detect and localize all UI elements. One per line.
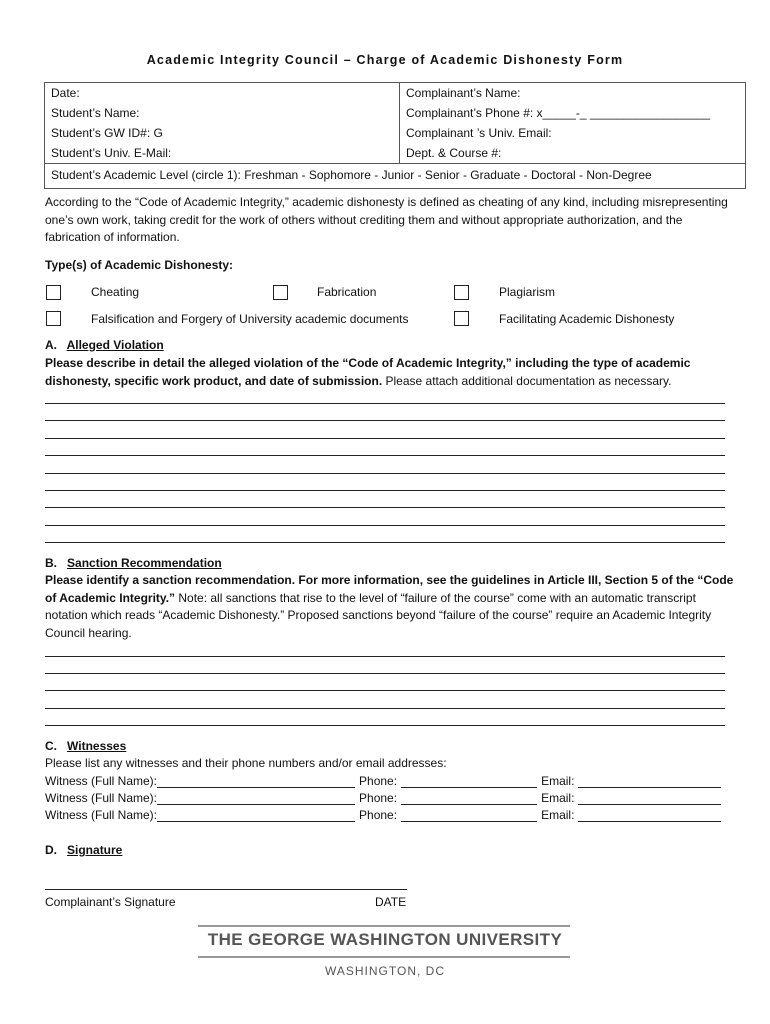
witness-row <box>45 774 721 788</box>
student-name-field[interactable]: Student’s Name: <box>51 106 140 120</box>
logo-bottom-rule <box>198 956 570 958</box>
dept-course-field[interactable]: Dept. & Course #: <box>399 143 745 163</box>
complainant-phone-field[interactable]: Complainant’s Phone #: x_____-_ __________________ <box>399 103 745 123</box>
section-a-normal-text: Please attach additional documentation as necessary. <box>382 373 672 388</box>
witness-email-label: Email: <box>541 774 575 788</box>
university-logo: THE GEORGE WASHINGTON UNIVERSITY <box>207 930 563 949</box>
violation-line[interactable] <box>45 473 725 474</box>
info-row-student-name <box>45 103 745 123</box>
witness-name-label: Witness (Full Name): <box>45 808 158 822</box>
witness-email-input[interactable] <box>578 791 721 805</box>
section-b-bold-text: Please identify a sanction recommendation. For more information, see the guidelines in Article III, Section 5 of the “Code of Academic Integrity.” <box>45 573 734 605</box>
cheating-label: Cheating <box>91 285 140 299</box>
form-title: Academic Integrity Council – Charge of Academic Dishonesty Form <box>146 53 624 67</box>
date-label: DATE <box>375 895 407 909</box>
section-a-letter: A. <box>45 338 57 352</box>
plagiarism-checkbox[interactable] <box>454 285 469 300</box>
violation-line[interactable] <box>45 490 725 491</box>
section-b-normal-text: Note: all sanctions that rise to the level of “failure of the course” come with an automatic transcript notation which reads “Academic Dishonesty.” Proposed sanctions beyond “failure of the course” require an Academic Integrity Council hearing. <box>45 590 712 640</box>
fabrication-checkbox[interactable] <box>273 285 288 300</box>
complainant-name-field[interactable]: Complainant’s Name: <box>399 83 745 103</box>
section-c-letter: C. <box>45 739 57 753</box>
info-row-gw-id <box>45 123 745 143</box>
section-b-heading <box>45 556 222 570</box>
violation-line[interactable] <box>45 525 725 526</box>
witness-email-label: Email: <box>541 808 575 822</box>
section-a-instructions <box>45 355 735 390</box>
logo-top-rule <box>198 925 570 927</box>
witness-phone-input[interactable] <box>401 791 537 805</box>
section-d-letter: D. <box>45 843 57 857</box>
sanction-line[interactable] <box>45 725 725 726</box>
witness-name-input[interactable] <box>157 808 355 822</box>
sanction-line[interactable] <box>45 673 725 674</box>
witness-name-label: Witness (Full Name): <box>45 791 158 805</box>
witness-name-label: Witness (Full Name): <box>45 774 158 788</box>
violation-line[interactable] <box>45 420 725 421</box>
section-c-title: Witnesses <box>67 739 127 753</box>
falsification-label: Falsification and Forgery of University academic documents <box>91 312 409 326</box>
date-field[interactable]: Date: <box>51 86 80 100</box>
sanction-line[interactable] <box>45 708 725 709</box>
witness-phone-input[interactable] <box>401 808 537 822</box>
student-email-field[interactable]: Student’s Univ. E-Mail: <box>51 146 172 160</box>
intro-paragraph: According to the “Code of Academic Integrity,” academic dishonesty is defined as cheating of any kind, including misrepresenting one’s own work, taking credit for the work of others without crediting them and without appropriate authorization, and the fabrication of information. <box>45 195 728 244</box>
sanction-line[interactable] <box>45 690 725 691</box>
violation-line[interactable] <box>45 542 725 543</box>
info-row-email <box>45 143 745 164</box>
university-location: WASHINGTON, DC <box>324 964 445 978</box>
witness-phone-label: Phone: <box>359 808 398 822</box>
section-b-instructions <box>45 572 735 642</box>
violation-line[interactable] <box>45 403 725 404</box>
witness-phone-label: Phone: <box>359 791 398 805</box>
section-d-title: Signature <box>67 843 123 857</box>
signature-label: Complainant’s Signature <box>45 895 176 909</box>
section-d-heading <box>45 843 122 857</box>
sanction-line[interactable] <box>45 656 725 657</box>
section-a-bold-text: Please describe in detail the alleged violation of the “Code of Academic Integrity,” including the type of academic dishonesty, specific work product, and date of submission. <box>45 356 691 388</box>
section-a-title: Alleged Violation <box>66 338 164 352</box>
section-a-heading <box>45 338 164 352</box>
witness-phone-input[interactable] <box>401 774 537 788</box>
student-info-table <box>44 82 746 189</box>
info-row-date <box>45 83 745 103</box>
violation-line[interactable] <box>45 438 725 439</box>
plagiarism-label: Plagiarism <box>499 285 556 299</box>
violation-line[interactable] <box>45 455 725 456</box>
witness-email-label: Email: <box>541 791 575 805</box>
complainant-email-field[interactable]: Complainant ’s Univ. Email: <box>399 123 745 143</box>
section-c-heading <box>45 739 126 753</box>
witness-name-input[interactable] <box>157 774 355 788</box>
witness-phone-label: Phone: <box>359 774 398 788</box>
fabrication-label: Fabrication <box>317 285 377 299</box>
academic-level-field[interactable]: Student’s Academic Level (circle 1): Freshman - Sophomore - Junior - Senior - Graduate - Doctoral - Non-Degree <box>51 168 652 182</box>
section-b-title: Sanction Recommendation <box>67 556 222 570</box>
student-gw-id-field[interactable]: Student’s GW ID#: G <box>51 126 163 140</box>
facilitating-label: Facilitating Academic Dishonesty <box>499 312 675 326</box>
witness-name-input[interactable] <box>157 791 355 805</box>
violation-line[interactable] <box>45 507 725 508</box>
witness-email-input[interactable] <box>578 774 721 788</box>
types-heading: Type(s) of Academic Dishonesty: <box>45 258 234 272</box>
witness-row <box>45 791 721 805</box>
section-b-letter: B. <box>45 556 57 570</box>
witness-email-input[interactable] <box>578 808 721 822</box>
facilitating-checkbox[interactable] <box>454 311 469 326</box>
signature-line[interactable] <box>45 889 407 890</box>
falsification-checkbox[interactable] <box>46 311 61 326</box>
witness-row <box>45 808 721 822</box>
witness-instruction: Please list any witnesses and their phone numbers and/or email addresses: <box>45 756 447 770</box>
cheating-checkbox[interactable] <box>46 285 61 300</box>
